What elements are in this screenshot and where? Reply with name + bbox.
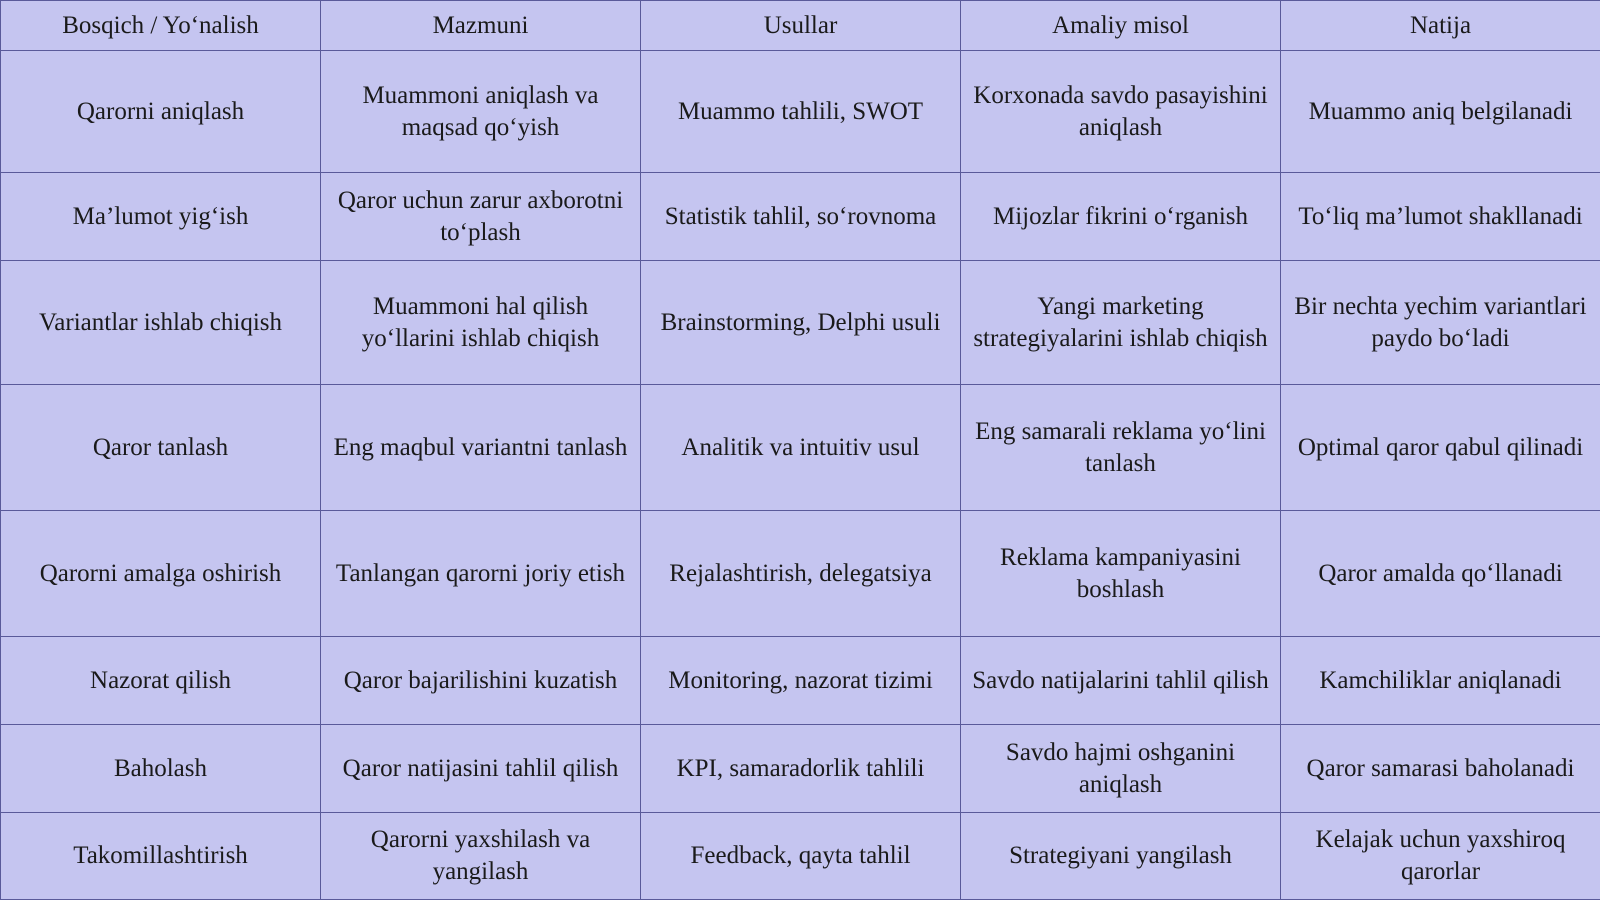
cell-content: Qarorni yaxshilash va yangilash xyxy=(321,813,641,900)
cell-content: Qaror bajarilishini kuzatish xyxy=(321,637,641,725)
cell-result: To‘liq ma’lumot shakllanadi xyxy=(1281,173,1600,261)
cell-result: Kelajak uchun yaxshiroq qarorlar xyxy=(1281,813,1600,900)
cell-result: Qaror samarasi baholanadi xyxy=(1281,725,1600,813)
cell-methods: KPI, samaradorlik tahlili xyxy=(641,725,961,813)
cell-stage: Qarorni aniqlash xyxy=(1,51,321,173)
cell-methods: Statistik tahlil, so‘rovnoma xyxy=(641,173,961,261)
table-row xyxy=(1,51,1600,173)
header-result: Natija xyxy=(1281,1,1600,51)
cell-result: Qaror amalda qo‘llanadi xyxy=(1281,511,1600,637)
table-row xyxy=(1,261,1600,385)
header-example: Amaliy misol xyxy=(961,1,1281,51)
header-stage: Bosqich / Yo‘nalish xyxy=(1,1,321,51)
cell-stage: Nazorat qilish xyxy=(1,637,321,725)
cell-content: Qaror natijasini tahlil qilish xyxy=(321,725,641,813)
cell-content: Tanlangan qarorni joriy etish xyxy=(321,511,641,637)
cell-content: Muammoni aniqlash va maqsad qo‘yish xyxy=(321,51,641,173)
cell-example: Savdo natijalarini tahlil qilish xyxy=(961,637,1281,725)
cell-example: Eng samarali reklama yo‘lini tanlash xyxy=(961,385,1281,511)
table-body xyxy=(1,51,1600,900)
cell-methods: Monitoring, nazorat tizimi xyxy=(641,637,961,725)
table-row xyxy=(1,173,1600,261)
cell-example: Korxonada savdo pasayishini aniqlash xyxy=(961,51,1281,173)
table-row xyxy=(1,637,1600,725)
cell-example: Reklama kampaniyasini boshlash xyxy=(961,511,1281,637)
header-methods: Usullar xyxy=(641,1,961,51)
cell-stage: Qarorni amalga oshirish xyxy=(1,511,321,637)
cell-result: Muammo aniq belgilanadi xyxy=(1281,51,1600,173)
cell-methods: Rejalashtirish, delegatsiya xyxy=(641,511,961,637)
cell-example: Strategiyani yangilash xyxy=(961,813,1281,900)
cell-example: Mijozlar fikrini o‘rganish xyxy=(961,173,1281,261)
cell-methods: Brainstorming, Delphi usuli xyxy=(641,261,961,385)
cell-stage: Qaror tanlash xyxy=(1,385,321,511)
cell-content: Eng maqbul variantni tanlash xyxy=(321,385,641,511)
table-header xyxy=(1,1,1600,51)
header-content: Mazmuni xyxy=(321,1,641,51)
cell-result: Optimal qaror qabul qilinadi xyxy=(1281,385,1600,511)
cell-example: Savdo hajmi oshganini aniqlash xyxy=(961,725,1281,813)
header-row xyxy=(1,1,1600,51)
table-row xyxy=(1,511,1600,637)
cell-methods: Muammo tahlili, SWOT xyxy=(641,51,961,173)
cell-result: Bir nechta yechim variantlari paydo bo‘ladi xyxy=(1281,261,1600,385)
cell-methods: Analitik va intuitiv usul xyxy=(641,385,961,511)
table-row xyxy=(1,725,1600,813)
table-row xyxy=(1,813,1600,900)
cell-methods: Feedback, qayta tahlil xyxy=(641,813,961,900)
cell-stage: Ma’lumot yig‘ish xyxy=(1,173,321,261)
cell-stage: Baholash xyxy=(1,725,321,813)
cell-result: Kamchiliklar aniqlanadi xyxy=(1281,637,1600,725)
cell-stage: Takomillashtirish xyxy=(1,813,321,900)
table-row xyxy=(1,385,1600,511)
cell-content: Qaror uchun zarur axborotni to‘plash xyxy=(321,173,641,261)
cell-stage: Variantlar ishlab chiqish xyxy=(1,261,321,385)
cell-content: Muammoni hal qilish yo‘llarini ishlab chiqish xyxy=(321,261,641,385)
cell-example: Yangi marketing strategiyalarini ishlab chiqish xyxy=(961,261,1281,385)
